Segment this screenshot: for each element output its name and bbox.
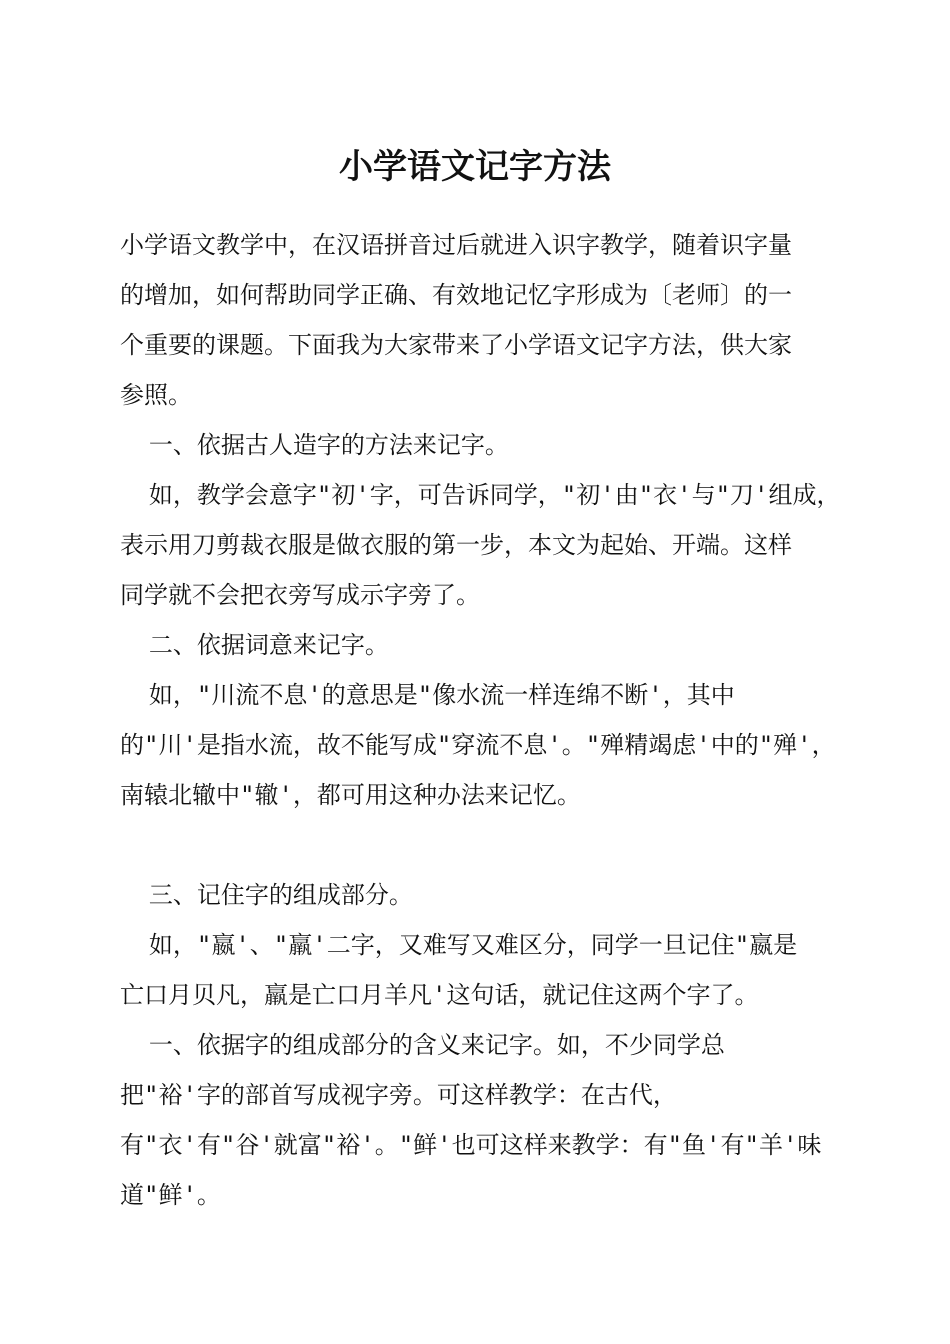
document-body — [120, 220, 840, 1220]
text-line: 南辕北辙中"辙'，都可用这种办法来记忆。 — [120, 781, 581, 809]
section-heading: 一、依据古人造字的方法来记字。 — [120, 431, 509, 459]
text-line: 如，教学会意字"初'字，可告诉同学，"初'由"衣'与"刀'组成， — [120, 481, 841, 509]
text-line: 道"鲜'。 — [120, 1181, 221, 1209]
text-line: 参照。 — [120, 381, 192, 409]
blank-line — [120, 820, 840, 870]
section-heading: 二、依据词意来记字。 — [120, 631, 389, 659]
text-line: 表示用刀剪裁衣服是做衣服的第一步，本文为起始、开端。这样 — [120, 531, 792, 559]
text-line: 有"衣'有"谷'就富"裕'。"鲜'也可这样来教学：有"鱼'有"羊'味 — [120, 1131, 822, 1159]
page-title: 小学语文记字方法 — [339, 147, 611, 187]
text-line: 的增加，如何帮助同学正确、有效地记忆字形成为〔老师〕的一 — [120, 281, 792, 309]
text-line: 如，"川流不息'的意思是"像水流一样连绵不断'，其中 — [120, 681, 735, 709]
section-heading: 一、依据字的组成部分的含义来记字。如，不少同学总 — [120, 1031, 725, 1059]
text-line: 把"裕'字的部首写成视字旁。可这样教学：在古代， — [120, 1081, 677, 1109]
text-line: 亡口月贝凡，羸是亡口月羊凡'这句话，就记住这两个字了。 — [120, 981, 759, 1009]
text-line: 小学语文教学中，在汉语拼音过后就进入识字教学，随着识字量 — [120, 231, 792, 259]
section-heading: 三、记住字的组成部分。 — [120, 881, 413, 909]
text-line: 个重要的课题。下面我为大家带来了小学语文记字方法，供大家 — [120, 331, 792, 359]
text-line: 如，"嬴'、"羸'二字，又难写又难区分，同学一旦记住"嬴是 — [120, 931, 798, 959]
text-line: 的"川'是指水流，故不能写成"穿流不息'。"殚精竭虑'中的"殚'， — [120, 731, 836, 759]
text-line: 同学就不会把衣旁写成示字旁了。 — [120, 581, 480, 609]
